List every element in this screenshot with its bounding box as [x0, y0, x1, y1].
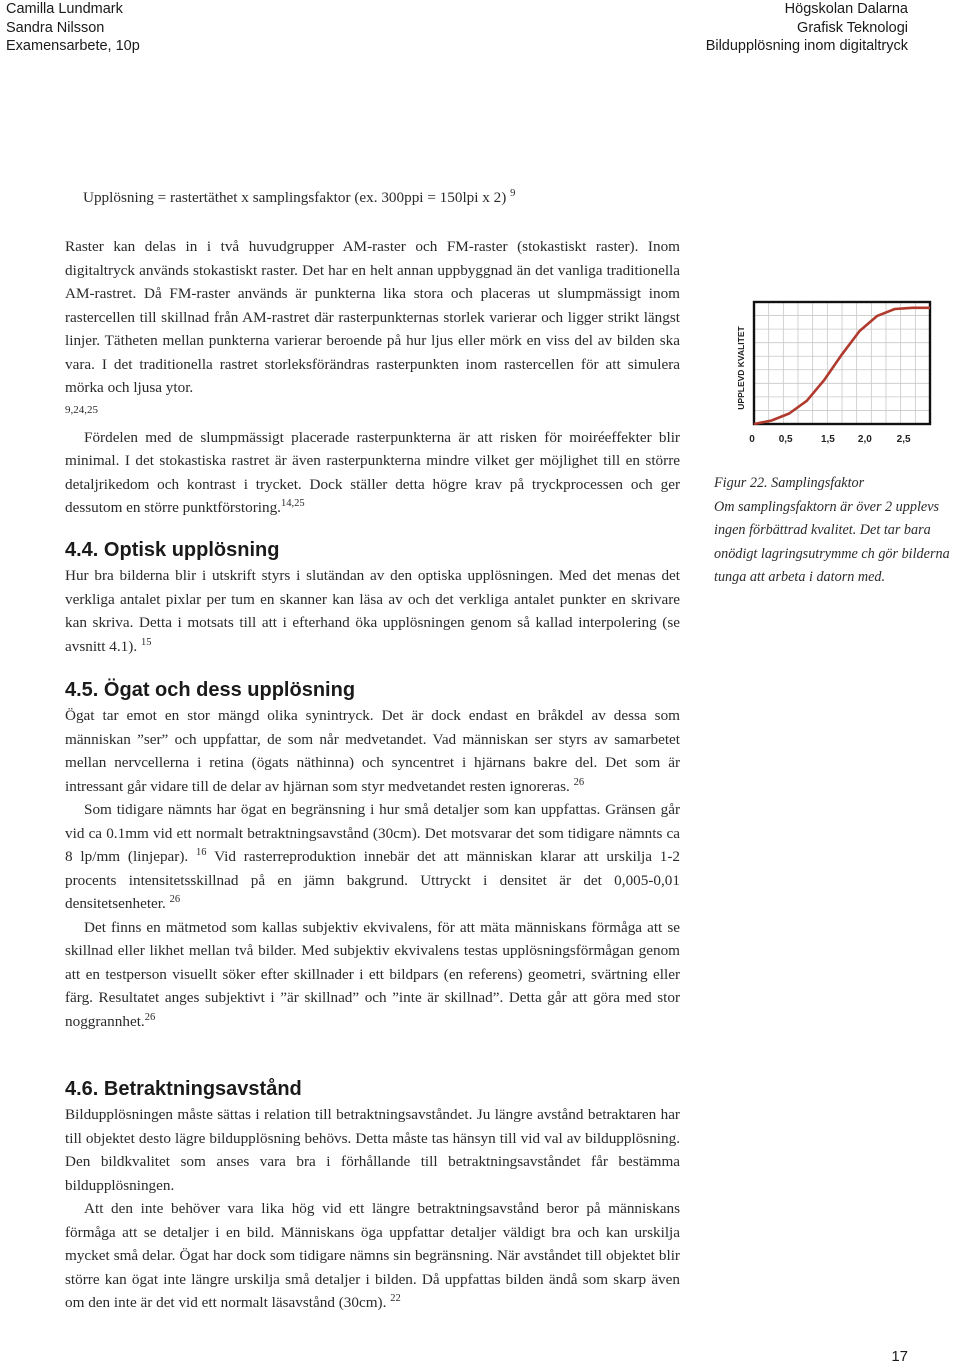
raster-paragraph-1-ref: 9,24,25 [65, 403, 98, 416]
caption-line-2: Om samplingsfaktorn är över 2 upplevs [714, 498, 940, 515]
caption-line-3: ingen förbättrad kvalitet. Det tar bara [714, 522, 931, 538]
ogat-paragraph-1: Ögat tar emot en stor mängd olika synintryck. Det är dock endast en bråkdel av dessa som människan ”ser” och uppfattar, de som når medvetandet. Vad människan ser styrs av samarbetet mellan nervcellerna i retina (ögats näthinna) och syncentret i hjärnans bakre del. Det som är intressant går vidare till de delar av hjärnan som styr medvetandet resten ignoreras. $^{26}$ [65, 707, 680, 795]
optisk-paragraph-1: Hur bra bilderna blir i utskrift styrs i slutändan av den optiska upplösningen. Med det menas det verkliga antalet pixlar per tum en skanner kan läsa av och det verkliga antalet punkter en skrivare kan skriva. Detta i motsats till att i efterhand öka upplösningen genom så kallad interpolering (se avsnitt 4.1). $^{15}$ [65, 567, 680, 655]
header-right [706, 0, 908, 56]
author-2: Sandra Nilsson [6, 19, 105, 36]
heading-ogat: 4.5. Ögat och dess upplösning [65, 679, 356, 701]
optisk-section [65, 564, 680, 658]
formula-text: Upplösning = rastertäthet x samplingsfaktor (ex. 300ppi = 150lpi x 2) [83, 189, 507, 206]
department: Grafisk Teknologi [797, 19, 908, 36]
caption-line-5: tunga att arbeta i datorn med. [714, 569, 886, 585]
ogat-paragraph-3: Det finns en mätmetod som kallas subjektiv ekvivalens, för att mäta människans förmåga att se skillnad eller likhet mellan två bilder. Med subjektiv ekvivalens testas upplösningsförmågan genom att en testperson visuellt söker efter skillnader i ett bildpars (en referens) geometri, svärtning eller färg. Resultatet anges subjektivt i ”är skillnad” och ”inte är skillnad”. Detta går att göra med stor noggrannhet.$^{26}$ [65, 918, 680, 1030]
chart-y-label: UPPLEVD KVALITET [736, 326, 746, 410]
chart-x-tick-label: 0,5 [778, 434, 793, 445]
author-1: Camilla Lundmark [6, 1, 123, 17]
chart-x-tick-label: 2,0 [857, 434, 872, 445]
chart-x-tick-label: 1,5 [820, 434, 835, 445]
caption-line-1: Figur 22. Samplingsfaktor [714, 475, 865, 491]
page-number: 17 [891, 1348, 908, 1365]
raster-paragraph-1: Raster kan delas in i två huvudgrupper AM-raster och FM-raster (stokastiskt raster). Inom digitaltryck används stokastiskt raster. Det har en helt annan uppbyggnad än det vanliga traditionella AM-rastret. Då FM-raster används är punkterna lika stora och placeras ut slumpmässigt inom rastercellen till skillnad från AM-rastret där rasterpunkternas storlek varierar och ligger strikt längst linjer. Tätheten mellan punkterna varierar beroende på hur ljus eller mörk en viss del av bilden ska vara. I det traditionella rastret storleksförändras rasterpunkten inom rastercellen för att simulera mörka och ljusa ytor. [65, 238, 680, 396]
heading-betraktningsavstand: 4.6. Betraktningsavstånd [65, 1078, 302, 1100]
ogat-paragraph-2b-ref: 26 [169, 894, 181, 905]
formula [83, 186, 515, 210]
thesis-title: Bildupplösning inom digitaltryck [705, 38, 908, 54]
raster-section [65, 235, 680, 520]
betraktning-paragraph-2-ref: 22 [390, 1293, 401, 1304]
sampling-factor-figure [714, 296, 946, 448]
ogat-section [65, 704, 680, 1033]
thesis-type: Examensarbete, 10p [6, 38, 140, 54]
betraktning-paragraph-1: Bildupplösningen måste sättas i relation till betraktningsavståndet. Ju längre avstånd betraktaren har till objektet desto lägre bildupplösning behövs. Detta måste tas hänsyn till vid val av bildupplösning. Den bildkvalitet som anses vara bra i förhållande till betraktningsavståndet får bestämma bildupplösningen. [65, 1106, 680, 1194]
chart-x-tick-label: 2,5 [896, 434, 911, 445]
university: Högskolan Dalarna [784, 1, 908, 17]
ogat-paragraph-3-ref: 26 [144, 1011, 156, 1023]
caption-line-4: onödigt lagringsutrymme ch gör bilderna [714, 545, 950, 562]
ogat-paragraph-1-ref: 26 [573, 776, 585, 788]
ogat-paragraph-2: Som tidigare nämnts har ögat en begränsning i hur små detaljer som kan uppfattas. Gränsen går vid ca 0.1mm vid ett normalt betraktningsavstånd (30cm). Det motsvarar det som tidigare nämnts ca 8 lp/mm (linjepar). $^{16}$ Vid rasterreproduktion innebär det att människan klarar att urskilja 1-2 procents intensitetsskillnad på en jämn bakgrund. Uttryckt i densitet är det 0,005-0,01 densitetsenheter. $^{26}$ [65, 801, 681, 912]
figure-caption [714, 472, 960, 590]
ogat-paragraph-2a-ref: 16 [196, 847, 207, 858]
raster-paragraph-2: Fördelen med de slumpmässigt placerade rasterpunkterna är att risken för moiréeffekter blir minimal. I det stokastiska rastret är även rasterpunkterna mindre vilket ger möjlighet till en större detaljrikedom och kontrast i trycket. Dock ställer detta högre krav på tryckprocessen och ger dessutom en större punktförstoring.$^{14,25}$ [65, 428, 680, 516]
chart-x-tick-label: 0 [749, 434, 755, 445]
header-left [6, 0, 140, 56]
formula-ref: 9 [510, 188, 516, 199]
heading-optisk-upplosning: 4.4. Optisk upplösning [65, 539, 280, 561]
sampling-factor-chart [714, 296, 946, 448]
betraktning-paragraph-2: Att den inte behöver vara lika hög vid ett längre betraktningsavstånd beror på människans förmåga att se detaljer i en bild. Människans öga uppfattar detaljer väldigt bra och kan urskilja mycket små delar. Ögat har dock som tidigare nämns sin begränsning. När avståndet till objektet blir större kan ögat inte längre urskilja små detaljer i bilden. Då uppfattas bilden ändå som skarp även om den inte är det vid ett normalt läsavstånd (30cm). $^{22}$ [65, 1200, 680, 1311]
raster-paragraph-2-ref: 14,25 [280, 498, 305, 509]
optisk-paragraph-1-ref: 15 [140, 636, 152, 648]
betraktning-section [65, 1103, 680, 1315]
